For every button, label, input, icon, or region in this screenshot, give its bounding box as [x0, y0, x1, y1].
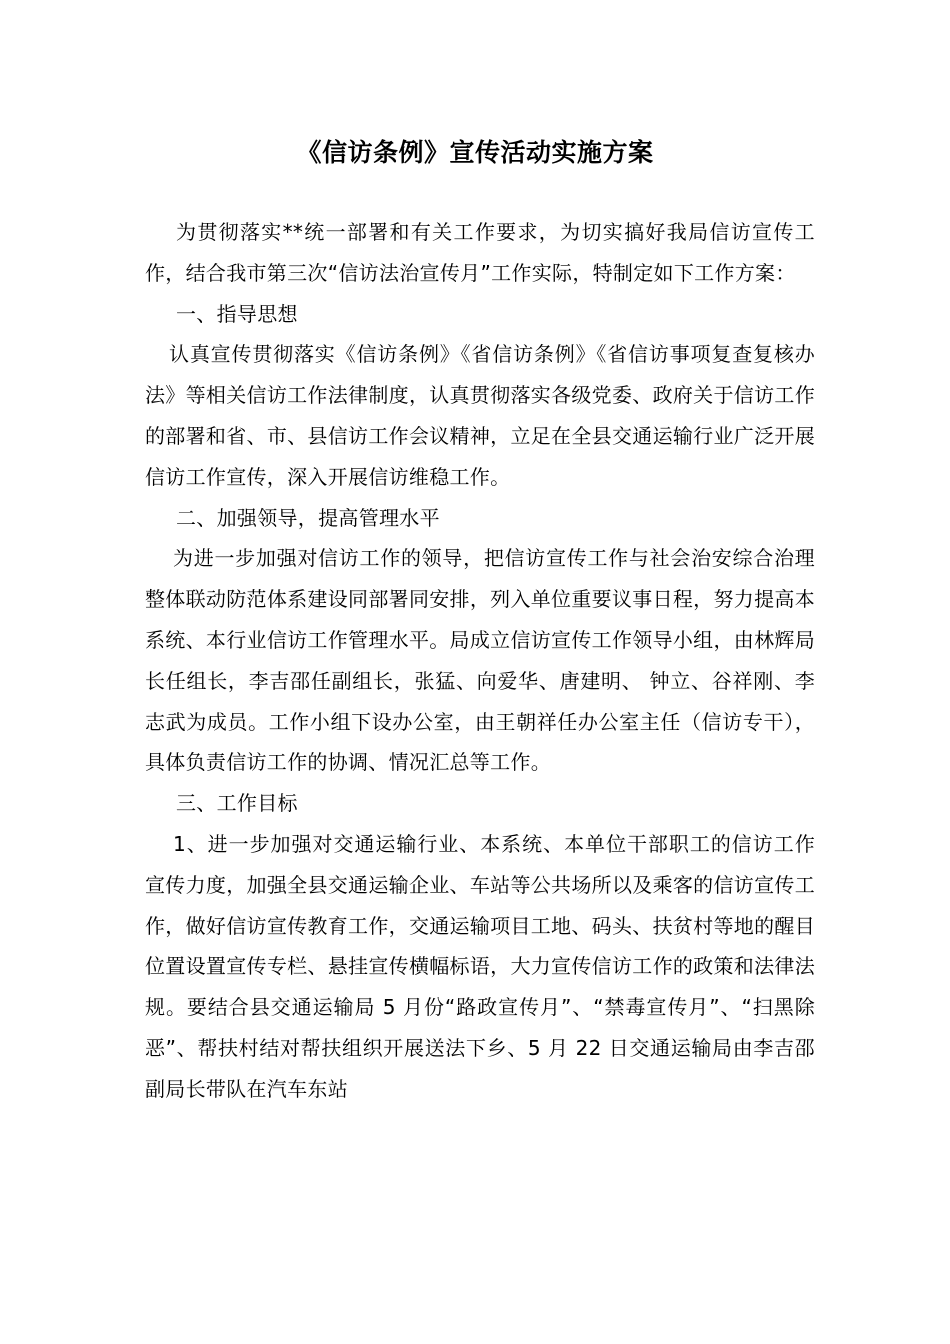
document-body [145, 212, 815, 1110]
intro-paragraph: 为贯彻落实**统一部署和有关工作要求，为切实搞好我局信访宣传工作，结合我市第三次“信访法治宣传月”工作实际，特制定如下工作方案： [145, 220, 815, 285]
document-title: 《信访条例》宣传活动实施方案 [296, 138, 654, 167]
section-heading-guiding-ideology: 一、指导思想 [176, 301, 298, 326]
section-heading-leadership: 二、加强领导，提高管理水平 [176, 505, 440, 530]
guiding-ideology-paragraph: 认真宣传贯彻落实《信访条例》《省信访条例》《省信访事项复查复核办法》等相关信访工作法律制度，认真贯彻落实各级党委、政府关于信访工作的部署和省、市、县信访工作会议精神，立足在全县交通运输行业广泛开展信访工作宣传，深入开展信访维稳工作。 [145, 342, 815, 489]
section-heading-work-goals: 三、工作目标 [176, 791, 298, 816]
work-goals-paragraph: 1、进一步加强对交通运输行业、本系统、本单位干部职工的信访工作宣传力度，加强全县交通运输企业、车站等公共场所以及乘客的信访宣传工作，做好信访宣传教育工作，交通运输项目工地、码头、扶贫村等地的醒目位置设置宣传专栏、悬挂宣传横幅标语，大力宣传信访工作的政策和法律法规。要结合县交通运输局 5 月份“路政宣传月”、“禁毒宣传月”、“扫黑除恶”、帮扶村结对帮扶组织开展送法下乡、5 月 22 日交通运输局由李吉邵副局长带队在汽车东站 [145, 831, 815, 1101]
leadership-paragraph: 为进一步加强对信访工作的领导，把信访宣传工作与社会治安综合治理整体联动防范体系建设同部署同安排，列入单位重要议事日程，努力提高本系统、本行业信访工作管理水平。局成立信访宣传工作领导小组，由林辉局长任组长，李吉邵任副组长，张猛、向爱华、唐建明、 钟立、谷祥刚、李志武为成员。工作小组下设办公室，由王朝祥任办公室主任（信访专干），具体负责信访工作的协调、情况汇总等工作。 [145, 546, 815, 775]
